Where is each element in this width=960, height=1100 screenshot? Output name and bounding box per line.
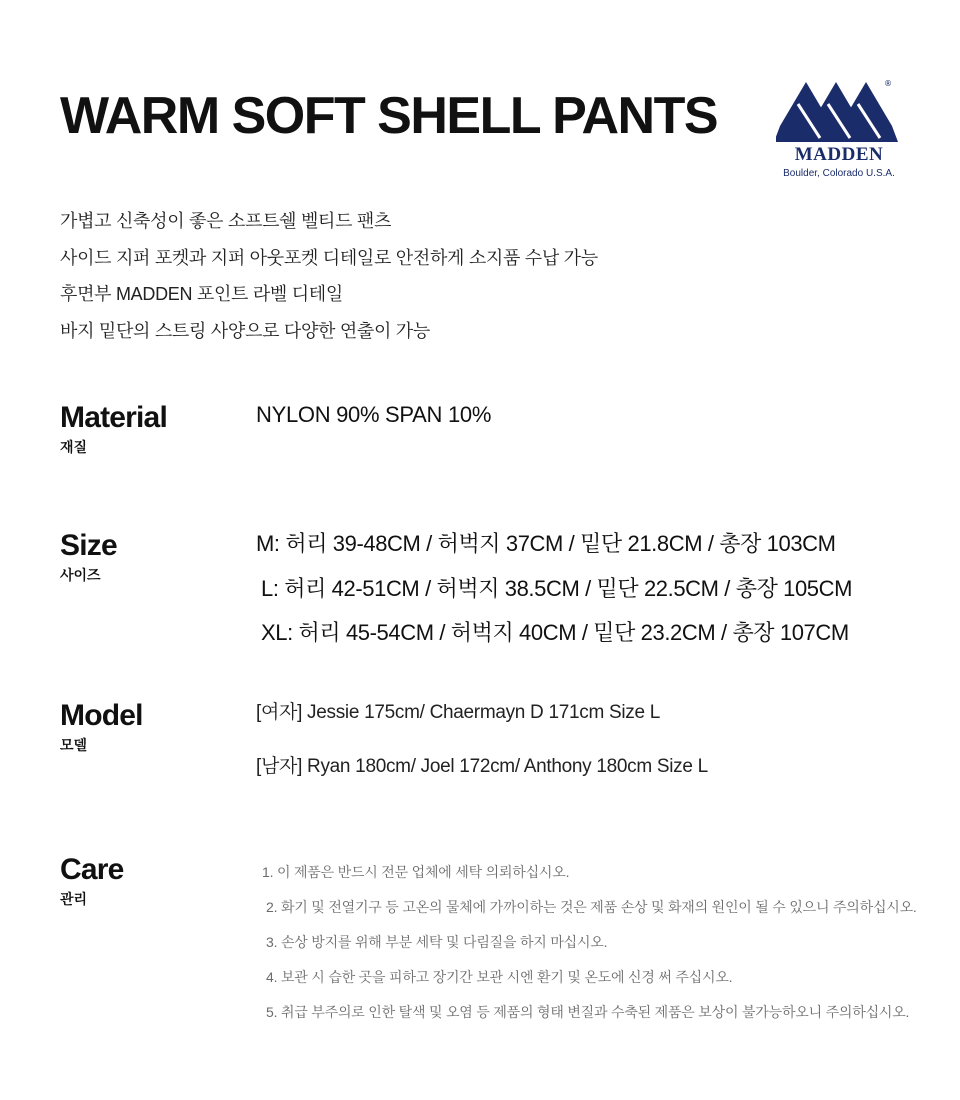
brand-location: Boulder, Colorado U.S.A. [783, 168, 895, 179]
size-section-label [60, 529, 117, 585]
care-item: 1. 이 제품은 반드시 전문 업체에 세탁 의뢰하십시오. [262, 864, 570, 880]
material-value: NYLON 90% SPAN 10% [256, 402, 492, 427]
model-label-en: Model [60, 699, 143, 732]
description-line: 후면부 MADDEN 포인트 라벨 디테일 [60, 284, 343, 304]
model-section-label [60, 699, 143, 755]
material-label-ko: 재질 [60, 439, 88, 455]
description-line: 가볍고 신축성이 좋은 소프트쉘 벨티드 팬츠 [60, 211, 392, 231]
model-row-male: [남자] Ryan 180cm/ Joel 172cm/ Anthony 180cm Size L [256, 756, 708, 777]
care-section-label [60, 853, 124, 909]
madden-mountains-icon [776, 78, 904, 144]
model-info [256, 697, 708, 778]
care-item: 5. 취급 부주의로 인한 탈색 및 오염 등 제품의 형태 변질과 수축된 제품은 보상이 불가능하오니 주의하십시오. [266, 1004, 910, 1020]
size-row-xl: XL: 허리 45-54CM / 허벅지 40CM / 밑단 23.2CM / 총장 107CM [261, 620, 849, 645]
material-section-label [60, 401, 167, 457]
care-item: 3. 손상 방지를 위해 부분 세탁 및 다림질을 하지 마십시오. [266, 934, 608, 950]
size-row-l: L: 허리 42-51CM / 허벅지 38.5CM / 밑단 22.5CM / 총장 105CM [261, 575, 853, 601]
product-description [60, 203, 598, 349]
description-line: 바지 밑단의 스트링 사양으로 다양한 연출이 가능 [60, 320, 430, 341]
size-table [256, 522, 852, 656]
size-label-ko: 사이즈 [60, 567, 101, 583]
care-item: 4. 보관 시 습한 곳을 피하고 장기간 보관 시엔 환기 및 온도에 신경 써 주십시오. [266, 969, 733, 985]
care-instructions [262, 855, 917, 1030]
size-row-m: M: 허리 39-48CM / 허벅지 37CM / 밑단 21.8CM / 총장 103CM [256, 531, 836, 556]
registered-mark: ® [884, 79, 892, 88]
product-title: WARM SOFT SHELL PANTS [60, 87, 718, 145]
model-label-ko: 모델 [60, 737, 88, 753]
care-item: 2. 화기 및 전열기구 등 고온의 물체에 가까이하는 것은 제품 손상 및 화재의 원인이 될 수 있으니 주의하십시오. [266, 899, 917, 915]
model-row-female: [여자] Jessie 175cm/ Chaermayn D 171cm Size L [256, 702, 660, 723]
brand-name: MADDEN [794, 144, 884, 165]
care-label-ko: 관리 [60, 891, 88, 907]
care-label-en: Care [60, 853, 124, 886]
size-label-en: Size [60, 529, 117, 562]
brand-logo [776, 78, 904, 184]
description-line: 사이드 지퍼 포켓과 지퍼 아웃포켓 디테일로 안전하게 소지품 수납 가능 [60, 247, 598, 268]
material-label-en: Material [60, 401, 167, 434]
